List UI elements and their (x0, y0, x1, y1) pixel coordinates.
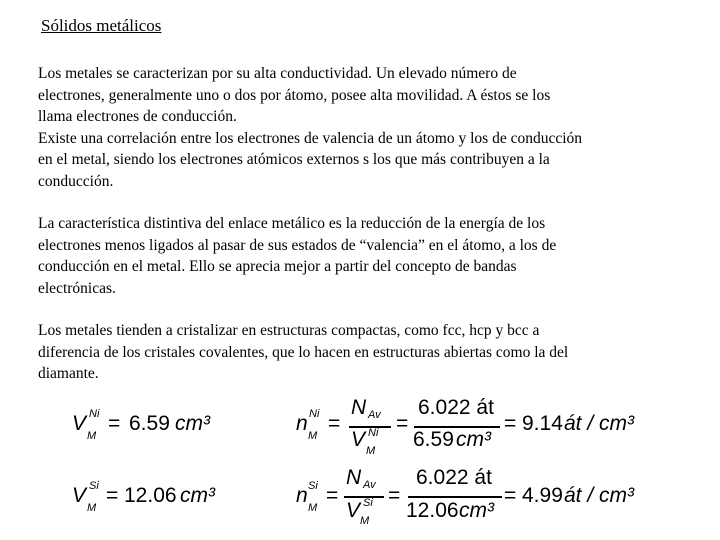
element-superscript: Si (308, 480, 318, 492)
n-symbol: n (296, 412, 308, 435)
equals-sign: = (504, 412, 517, 435)
element-superscript: Si (89, 480, 99, 492)
avogadro-symbol: N (351, 396, 367, 419)
text-line: Los metales se caracterizan por su alta conductividad. Un elevado número de (38, 65, 517, 82)
equals-sign: = (108, 412, 121, 435)
equals-sign: = (326, 484, 339, 507)
fraction-bar (408, 496, 502, 498)
text-line: diferencia de los cristales covalentes, que lo hacen en estructuras abiertas como la del (38, 343, 569, 361)
molar-subscript: M (87, 502, 97, 514)
volume-unit: cm³ (175, 412, 210, 435)
v-symbol: V (346, 499, 361, 522)
equals-sign: = (328, 412, 341, 435)
text-line: conducción. (38, 172, 114, 190)
v-symbol: V (72, 412, 87, 435)
molar-subscript: M (87, 430, 97, 442)
text-line: diamante. (38, 365, 99, 382)
text-line: Existe una correlación entre los electrones de valencia de un átomo y los de conducción (38, 129, 583, 147)
result-unit: át / cm³ (564, 412, 635, 435)
text-line: llama electrones de conducción. (38, 108, 237, 125)
result-value: 4.99 (522, 484, 563, 507)
numerator-value: 6.022 át (416, 466, 492, 489)
n-symbol: n (296, 484, 308, 507)
v-symbol: V (351, 428, 366, 451)
equals-sign: = (396, 412, 409, 435)
volume-value: 12.06 (124, 484, 177, 507)
element-superscript: Ni (89, 408, 100, 420)
equation-molar-volume-si (72, 476, 232, 516)
molar-subscript: M (360, 515, 370, 527)
text-line: Los metales tienden a cristalizar en estructuras compactas, como fcc, hcp y bcc a (38, 322, 540, 339)
text-line: La característica distintiva del enlace metálico es la reducción de la energía de los (38, 215, 546, 232)
numerator-value: 6.022 át (418, 396, 494, 419)
text-line: electrones, generalmente uno o dos por átomo, posee alta movilidad. A éstos se los (38, 86, 551, 104)
denominator-unit: cm³ (459, 499, 494, 522)
result-value: 9.14 (522, 412, 563, 435)
molar-subscript: M (366, 445, 376, 457)
element-superscript: Ni (309, 408, 320, 420)
equation-atomic-density-ni (296, 396, 646, 456)
element-superscript: Si (363, 497, 373, 509)
volume-value: 6.59 (129, 412, 170, 435)
text-line: electrones menos ligados al pasar de sus estados de “valencia” en el átomo, a los de (38, 236, 557, 254)
equals-sign: = (106, 484, 119, 507)
denominator-volume: 6.59 (413, 428, 454, 451)
denominator-volume: 12.06 (406, 499, 459, 522)
volume-unit: cm³ (180, 484, 215, 507)
text-line: en el metal, siendo los electrones atómicos externos s los que más contribuyen a la (38, 151, 550, 168)
equals-sign: = (504, 484, 517, 507)
text-line: conducción en el metal. Ello se aprecia mejor a partir del concepto de bandas (38, 258, 517, 275)
paragraph-conductivity (38, 63, 678, 192)
result-unit: át / cm³ (564, 484, 635, 507)
equals-sign: = (388, 484, 401, 507)
avogadro-symbol: N (346, 466, 362, 489)
molar-subscript: M (308, 502, 318, 514)
avogadro-subscript: Av (368, 409, 381, 421)
paragraph-metallic-bond (38, 213, 678, 299)
equation-atomic-density-si (296, 466, 656, 528)
equation-molar-volume-ni (72, 404, 222, 444)
v-symbol: V (72, 484, 87, 507)
text-line: electrónicas. (38, 279, 116, 297)
page-title: Sólidos metálicos (41, 16, 162, 35)
molar-subscript: M (308, 430, 318, 442)
denominator-unit: cm³ (456, 428, 491, 451)
element-superscript: Ni (368, 427, 379, 439)
paragraph-crystal-structures (38, 320, 678, 385)
avogadro-subscript: Av (363, 479, 376, 491)
